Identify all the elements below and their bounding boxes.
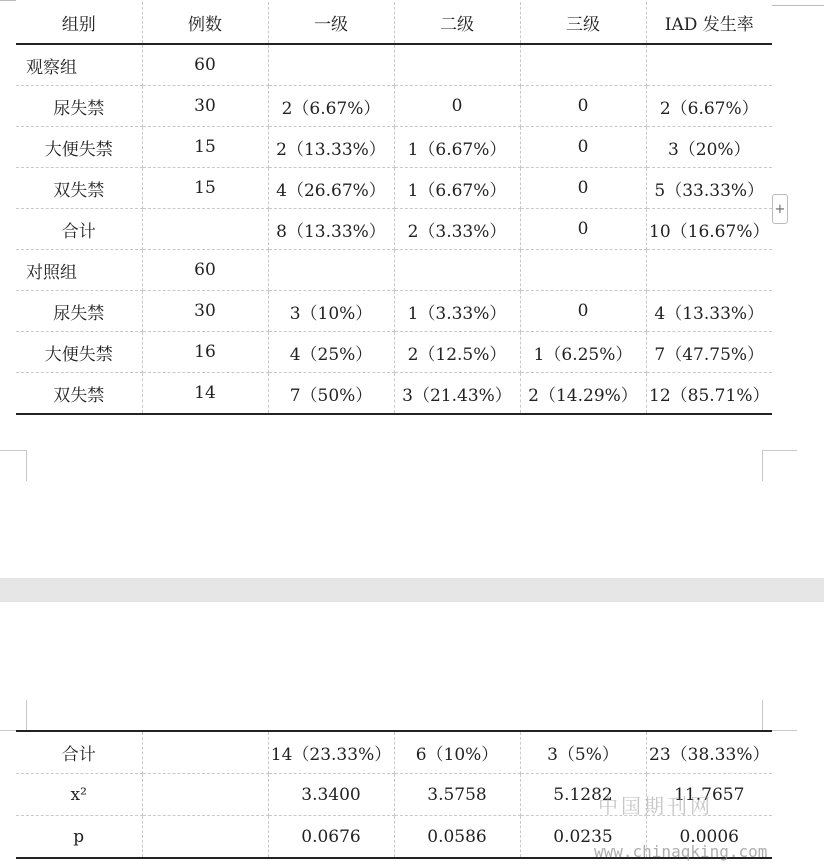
table-cell[interactable]: 0 [520, 127, 646, 168]
table-cell[interactable] [520, 44, 646, 86]
table-cell[interactable]: 0 [394, 86, 520, 127]
column-header: 二级 [394, 2, 520, 44]
table-row [16, 209, 772, 250]
table-cell[interactable]: 23（38.33%） [646, 731, 772, 774]
table-cell[interactable]: 11.7657 [646, 774, 772, 816]
table-cell[interactable]: 尿失禁 [16, 291, 142, 332]
table-cell[interactable]: 合计 [16, 209, 142, 250]
table-row [16, 373, 772, 415]
table-cell[interactable] [646, 250, 772, 291]
table-cell[interactable]: 2（6.67%） [646, 86, 772, 127]
table-row [16, 86, 772, 127]
table-cell[interactable]: 7（50%） [268, 373, 394, 415]
table-cell[interactable]: 3.5758 [394, 774, 520, 816]
table-cell[interactable]: 60 [142, 250, 268, 291]
column-header: 三级 [520, 2, 646, 44]
table-cell[interactable]: 10（16.67%） [646, 209, 772, 250]
table-cell[interactable]: 合计 [16, 731, 142, 774]
page-rule [0, 0, 16, 1]
table-cell[interactable]: 15 [142, 127, 268, 168]
table-cell[interactable]: 1（6.67%） [394, 127, 520, 168]
table-cell[interactable]: 60 [142, 44, 268, 86]
table-cell[interactable]: 双失禁 [16, 168, 142, 209]
table-cell[interactable]: 16 [142, 332, 268, 373]
table-cell[interactable] [520, 250, 646, 291]
table-row [16, 291, 772, 332]
table-cell[interactable] [268, 44, 394, 86]
table-cell[interactable]: x² [16, 774, 142, 816]
table-cell[interactable]: 30 [142, 291, 268, 332]
table-cell[interactable]: 2（12.5%） [394, 332, 520, 373]
page-rule [772, 5, 824, 6]
table-cell[interactable]: 7（47.75%） [646, 332, 772, 373]
page-separator [0, 578, 824, 602]
table-cell[interactable] [394, 250, 520, 291]
table-cell[interactable]: 0.0586 [394, 816, 520, 859]
table-cell[interactable]: 12（85.71%） [646, 373, 772, 415]
table-row [16, 44, 772, 86]
table-row [16, 168, 772, 209]
table-row [16, 332, 772, 373]
table-cell[interactable]: 5（33.33%） [646, 168, 772, 209]
table-cell[interactable]: 2（6.67%） [268, 86, 394, 127]
watermark-logo-text: 中国期刊网 [598, 794, 713, 818]
page-corner-mark [0, 700, 27, 731]
table-cell[interactable]: 对照组 [16, 250, 142, 291]
table-cell[interactable]: 3（10%） [268, 291, 394, 332]
table-cell[interactable]: 30 [142, 86, 268, 127]
incidence-table [16, 2, 772, 415]
table-cell[interactable]: 8（13.33%） [268, 209, 394, 250]
table-cell[interactable]: 2（3.33%） [394, 209, 520, 250]
table-cell[interactable]: 0.0235 [520, 816, 646, 859]
table-cell[interactable]: 1（6.25%） [520, 332, 646, 373]
table-header-row [16, 2, 772, 44]
table-cell[interactable]: 2（13.33%） [268, 127, 394, 168]
table-cell[interactable] [394, 44, 520, 86]
table-cell[interactable]: 3（21.43%） [394, 373, 520, 415]
page-corner-mark [762, 700, 797, 731]
table-cell[interactable] [142, 209, 268, 250]
table-cell[interactable]: 0.0676 [268, 816, 394, 859]
column-header: 例数 [142, 2, 268, 44]
table-cell[interactable]: 0 [520, 168, 646, 209]
column-header: 一级 [268, 2, 394, 44]
table-row [16, 127, 772, 168]
table-cell[interactable]: 4（13.33%） [646, 291, 772, 332]
table-cell[interactable]: 4（26.67%） [268, 168, 394, 209]
table-cell[interactable]: 2（14.29%） [520, 373, 646, 415]
table-cell[interactable]: 大便失禁 [16, 127, 142, 168]
table-cell[interactable]: 0 [520, 291, 646, 332]
table-cell[interactable]: 大便失禁 [16, 332, 142, 373]
table-cell[interactable]: 1（6.67%） [394, 168, 520, 209]
table-cell[interactable] [142, 816, 268, 859]
table-cell[interactable]: 4（25%） [268, 332, 394, 373]
table-cell[interactable] [268, 250, 394, 291]
table-cell[interactable]: 尿失禁 [16, 86, 142, 127]
table-cell[interactable]: 6（10%） [394, 731, 520, 774]
table-cell[interactable]: 3.3400 [268, 774, 394, 816]
add-row-button[interactable]: + [772, 194, 788, 224]
table-cell[interactable]: 观察组 [16, 44, 142, 86]
table-cell[interactable]: 1（3.33%） [394, 291, 520, 332]
table-cell[interactable] [142, 731, 268, 774]
table-cell[interactable]: 0.0006 [646, 816, 772, 859]
table-cell[interactable]: 5.1282 [520, 774, 646, 816]
table-cell[interactable]: 0 [520, 86, 646, 127]
column-header: 组别 [16, 2, 142, 44]
column-header: IAD 发生率 [646, 2, 772, 44]
table-cell[interactable] [646, 44, 772, 86]
table-cell[interactable]: 3（20%） [646, 127, 772, 168]
table-row [16, 250, 772, 291]
watermark-url: www.chinaqking.com [594, 842, 768, 861]
table-cell[interactable]: 0 [520, 209, 646, 250]
table-cell[interactable]: p [16, 816, 142, 859]
page-corner-mark [762, 450, 797, 481]
table-cell[interactable]: 3（5%） [520, 731, 646, 774]
table-row [16, 731, 772, 774]
table-cell[interactable]: 15 [142, 168, 268, 209]
table-cell[interactable] [142, 774, 268, 816]
table-cell[interactable]: 14（23.33%） [268, 731, 394, 774]
page-corner-mark [0, 450, 27, 481]
table-cell[interactable]: 14 [142, 373, 268, 415]
table-cell[interactable]: 双失禁 [16, 373, 142, 415]
